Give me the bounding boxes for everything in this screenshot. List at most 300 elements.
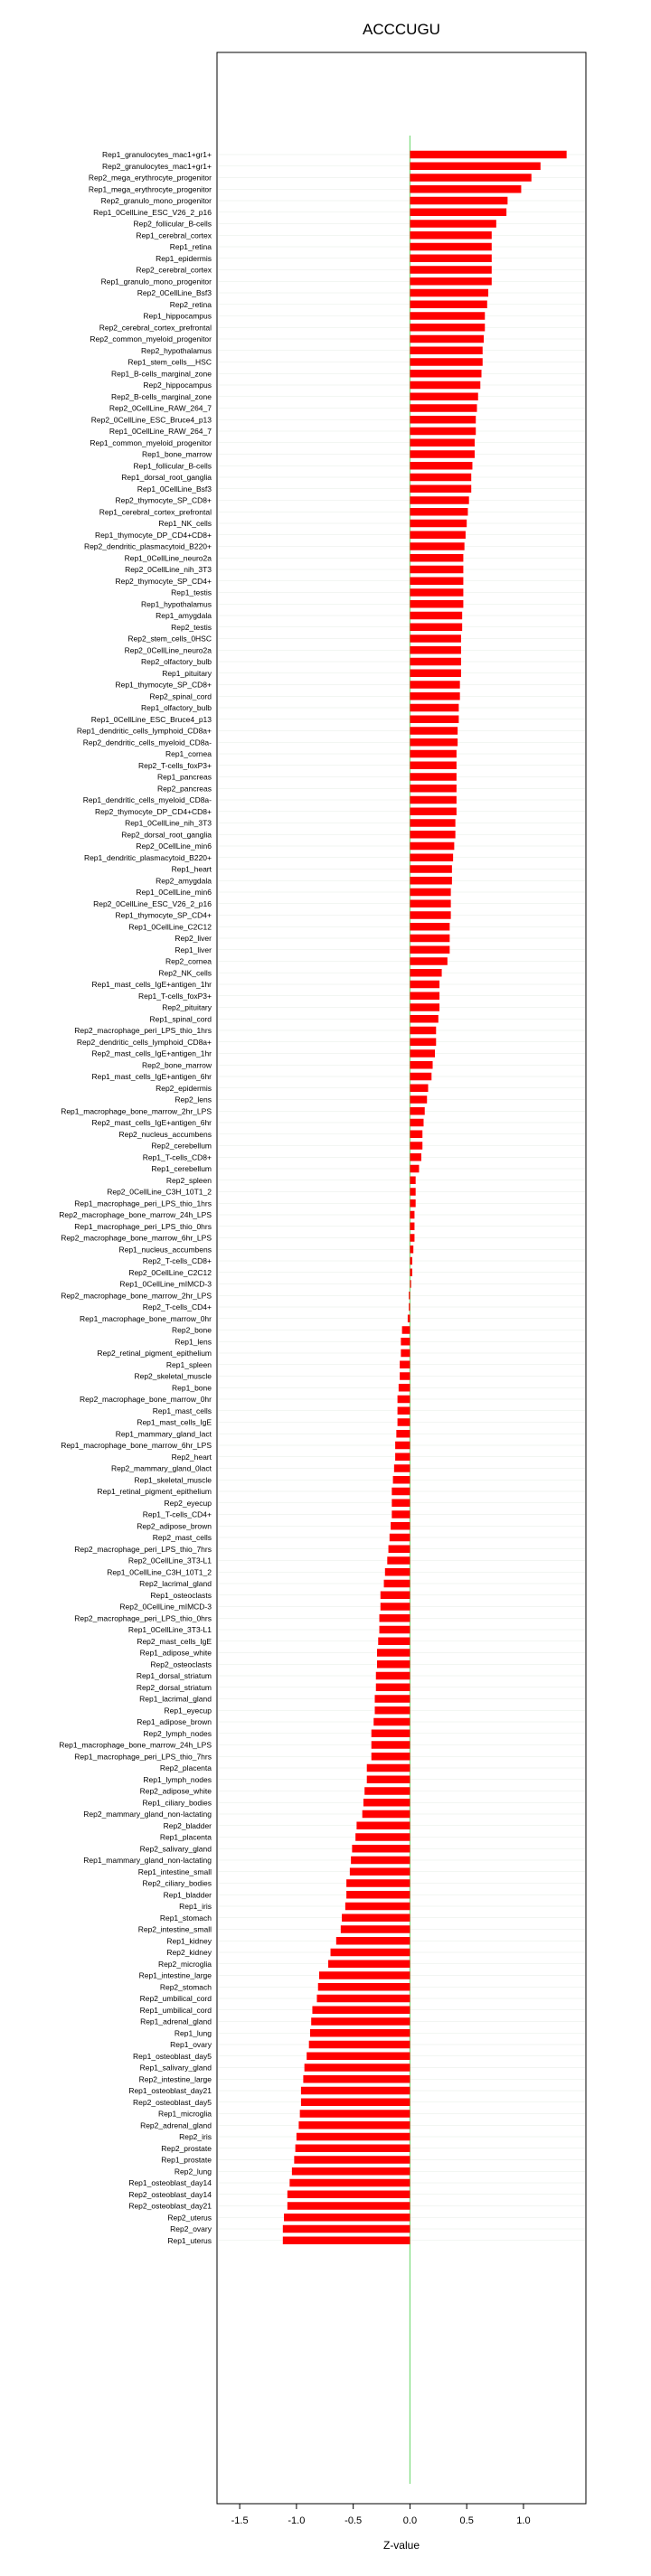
category-label: Rep1_macrophage_bone_marrow_6hr_LPS <box>61 1441 212 1450</box>
bar <box>410 370 481 378</box>
bar <box>410 1061 432 1069</box>
category-label: Rep1_macrophage_peri_LPS_thio_0hrs <box>74 1221 212 1231</box>
category-label: Rep1_dendritic_plasmacytoid_B220+ <box>83 852 212 862</box>
bar <box>319 1971 410 1979</box>
bar <box>410 1199 415 1208</box>
category-label: Rep1_kidney <box>166 1936 212 1946</box>
category-label: Rep2_intestine_large <box>138 2074 212 2084</box>
category-label: Rep1_cerebellum <box>151 1164 212 1173</box>
bar <box>301 2099 410 2107</box>
bar <box>410 865 451 873</box>
bar <box>283 2237 410 2245</box>
category-label: Rep2_skeletal_muscle <box>134 1371 212 1381</box>
bar <box>410 1015 438 1023</box>
category-label: Rep1_dendritic_cells_myeloid_CD8a- <box>82 795 212 804</box>
bar <box>410 1095 427 1104</box>
bar <box>410 185 521 193</box>
bar <box>410 842 454 851</box>
bar <box>292 2167 410 2176</box>
category-label: Rep2_granulocytes_mac1+gr1+ <box>102 161 212 171</box>
category-label: Rep2_pituitary <box>162 1002 212 1012</box>
bar <box>377 1649 410 1657</box>
bar <box>410 785 456 793</box>
bar <box>410 393 477 401</box>
category-label: Rep2_spinal_cord <box>149 691 212 701</box>
bar <box>410 347 482 355</box>
bar <box>376 1672 410 1680</box>
category-label: Rep2_macrophage_bone_marrow_6hr_LPS <box>61 1233 212 1243</box>
bar <box>410 819 455 827</box>
category-label: Rep1_0CellLine_C2C12 <box>128 922 212 932</box>
category-label: Rep2_bladder <box>163 1820 212 1830</box>
bar <box>410 324 485 332</box>
bar <box>410 255 491 263</box>
category-label: Rep2_amygdala <box>156 876 212 886</box>
bar <box>410 266 491 274</box>
bar <box>392 1488 410 1496</box>
category-label: Rep2_0CellLine_Bsf3 <box>137 288 212 297</box>
bar <box>410 566 463 574</box>
category-label: Rep2_bone_marrow <box>141 1060 212 1070</box>
category-label: Rep2_prostate <box>161 2143 212 2153</box>
bar <box>350 1868 410 1876</box>
bar <box>410 174 531 182</box>
category-label: Rep1_amygdala <box>156 611 212 620</box>
category-label: Rep2_hippocampus <box>143 381 212 390</box>
bar <box>410 1107 424 1115</box>
category-label: Rep2_cornea <box>165 956 212 966</box>
category-label: Rep2_0CellLine_ESC_V26_2_p16 <box>93 898 212 908</box>
bar <box>410 1003 439 1011</box>
category-label: Rep1_T-cells_foxP3+ <box>137 991 212 1001</box>
bar <box>410 911 450 919</box>
bar <box>409 1292 410 1300</box>
bars <box>283 151 567 2244</box>
bar <box>289 2179 410 2187</box>
bar <box>410 1142 422 1150</box>
bar <box>410 600 463 608</box>
category-label: Rep2_B-cells_marginal_zone <box>110 391 212 401</box>
chart-title: ACCCUGU <box>363 21 440 38</box>
category-label: Rep2_osteoblast_day21 <box>128 2201 212 2211</box>
bar <box>363 1810 410 1819</box>
bar <box>345 1903 410 1911</box>
category-label: Rep2_bone <box>172 1325 212 1335</box>
bar <box>410 243 491 251</box>
category-label: Rep2_0CellLine_3T3-L1 <box>127 1556 212 1565</box>
bar <box>389 1546 410 1554</box>
category-label: Rep2_lacrimal_gland <box>139 1579 212 1588</box>
bar <box>410 450 475 458</box>
bar <box>381 1603 410 1611</box>
bar <box>385 1568 410 1576</box>
bar <box>376 1684 410 1692</box>
category-label: Rep1_0CellLine_3T3-L1 <box>127 1625 212 1634</box>
category-label: Rep2_mega_erythrocyte_progenitor <box>88 173 212 183</box>
category-label: Rep1_osteoblast_day5 <box>133 2051 212 2061</box>
bar <box>372 1730 410 1738</box>
category-label: Rep1_adrenal_gland <box>140 2017 212 2026</box>
bar <box>408 1315 410 1323</box>
category-label: Rep2_macrophage_peri_LPS_thio_1hrs <box>74 1026 212 1035</box>
category-labels <box>59 150 212 2245</box>
category-label: Rep2_testis <box>171 622 212 632</box>
bar <box>298 2121 410 2129</box>
bar <box>402 1326 410 1334</box>
bar <box>409 1303 410 1312</box>
category-label: Rep2_salivary_gland <box>139 1844 212 1854</box>
category-label: Rep2_retina <box>169 299 212 309</box>
bar <box>399 1384 410 1392</box>
bar <box>297 2133 410 2141</box>
category-label: Rep1_nucleus_accumbens <box>118 1245 212 1255</box>
category-label: Rep1_prostate <box>161 2155 212 2165</box>
category-label: Rep1_0CellLine_ESC_Bruce4_p13 <box>90 714 212 724</box>
category-label: Rep2_dendritic_cells_lymphoid_CD8a+ <box>76 1037 212 1047</box>
category-label: Rep1_lacrimal_gland <box>139 1694 212 1704</box>
bar <box>410 554 463 562</box>
bar <box>288 2191 410 2199</box>
bar <box>331 1949 410 1957</box>
category-label: Rep2_0CellLine_min6 <box>136 841 212 851</box>
bar <box>377 1660 410 1669</box>
x-tick-label: 1.0 <box>516 2515 531 2526</box>
bar <box>410 635 460 643</box>
bar <box>410 808 456 816</box>
bar <box>392 1500 410 1508</box>
category-label: Rep2_uterus <box>167 2213 212 2223</box>
category-label: Rep2_thymocyte_SP_CD4+ <box>115 576 212 586</box>
category-label: Rep1_adipose_white <box>139 1648 212 1658</box>
category-label: Rep2_follicular_B-cells <box>133 219 212 229</box>
bar <box>310 2029 410 2037</box>
bar <box>318 1983 410 1991</box>
category-label: Rep1_common_myeloid_progenitor <box>90 437 212 447</box>
bar <box>410 1246 413 1254</box>
bar <box>410 1153 421 1161</box>
category-label: Rep2_iris <box>179 2132 212 2141</box>
bar <box>395 1453 410 1462</box>
category-label: Rep2_thymocyte_DP_CD4+CD8+ <box>95 806 212 816</box>
bar <box>410 704 458 712</box>
x-tick-label: -1.0 <box>288 2515 306 2526</box>
category-label: Rep1_salivary_gland <box>139 2063 212 2073</box>
category-label: Rep1_mammary_gland_non-lactating <box>83 1856 212 1865</box>
category-label: Rep1_skeletal_muscle <box>134 1475 212 1485</box>
category-label: Rep2_ovary <box>170 2224 212 2233</box>
bar <box>410 1269 412 1277</box>
bar <box>303 2075 410 2083</box>
bar <box>410 496 468 504</box>
category-label: Rep1_0CellLine_RAW_264_7 <box>108 427 212 436</box>
bar <box>380 1614 410 1622</box>
category-label: Rep2_stem_cells_0HSC <box>127 634 212 644</box>
category-label: Rep1_microglia <box>157 2109 212 2119</box>
category-label: Rep1_retina <box>169 242 212 251</box>
bar <box>410 289 488 297</box>
category-label: Rep2_macrophage_peri_LPS_thio_7hrs <box>74 1544 212 1554</box>
bar <box>410 1027 436 1035</box>
bar <box>410 738 458 747</box>
bar <box>394 1464 410 1472</box>
bar <box>410 612 462 620</box>
bar <box>410 1085 428 1093</box>
bar <box>356 1822 410 1830</box>
category-label: Rep1_granulo_mono_progenitor <box>100 277 212 287</box>
category-label: Rep1_lens <box>175 1337 212 1347</box>
bar <box>341 1925 410 1933</box>
bar <box>410 646 460 654</box>
bar <box>401 1338 410 1346</box>
bar <box>410 163 540 171</box>
bar <box>392 1510 410 1518</box>
category-label: Rep1_macrophage_bone_marrow_24h_LPS <box>59 1740 212 1750</box>
category-label: Rep1_mast_cells_IgE <box>137 1417 212 1427</box>
bar <box>395 1442 410 1450</box>
bar <box>410 877 451 885</box>
bar <box>401 1349 410 1358</box>
bar <box>283 2225 410 2233</box>
category-label: Rep1_liver <box>175 945 212 954</box>
category-label: Rep2_common_myeloid_progenitor <box>90 334 212 343</box>
bar <box>374 1695 410 1703</box>
category-label: Rep1_epidermis <box>156 253 212 263</box>
category-label: Rep2_hypothalamus <box>141 345 212 355</box>
category-label: Rep1_thymocyte_SP_CD8+ <box>115 680 212 690</box>
category-label: Rep2_ciliary_bodies <box>142 1878 212 1888</box>
category-label: Rep1_lymph_nodes <box>143 1774 212 1784</box>
bar <box>410 151 566 159</box>
category-label: Rep2_adrenal_gland <box>140 2120 212 2130</box>
category-label: Rep1_0CellLine_C3H_10T1_2 <box>107 1567 212 1577</box>
category-label: Rep1_0CellLine_ESC_V26_2_p16 <box>93 207 212 217</box>
bar <box>410 439 475 447</box>
category-label: Rep1_ciliary_bodies <box>142 1798 212 1808</box>
bar <box>367 1776 410 1784</box>
bar <box>391 1522 410 1530</box>
bar <box>351 1857 410 1865</box>
category-label: Rep1_dendritic_cells_lymphoid_CD8a+ <box>76 726 212 736</box>
category-label: Rep2_eyecup <box>164 1498 212 1508</box>
category-label: Rep1_mammary_gland_lact <box>115 1429 212 1439</box>
category-label: Rep1_mega_erythrocyte_progenitor <box>88 184 212 194</box>
bar <box>410 624 462 632</box>
category-label: Rep2_T-cells_foxP3+ <box>137 760 212 770</box>
bar <box>410 588 463 597</box>
category-label: Rep1_spleen <box>165 1359 212 1369</box>
category-label: Rep2_lung <box>174 2167 212 2176</box>
category-label: Rep2_cerebellum <box>151 1141 212 1151</box>
bar <box>316 1995 410 2003</box>
category-label: Rep1_0CellLine_nih_3T3 <box>125 818 212 828</box>
bar <box>410 220 495 228</box>
bar <box>410 428 476 436</box>
category-label: Rep2_0CellLine_neuro2a <box>124 645 212 655</box>
bar <box>396 1430 410 1438</box>
bar <box>410 981 439 989</box>
bar <box>384 1580 410 1588</box>
bar <box>410 520 467 528</box>
bar <box>410 670 460 678</box>
category-label: Rep1_0CellLine_mIMCD-3 <box>119 1279 212 1289</box>
bar <box>410 762 456 770</box>
bar <box>410 773 456 781</box>
x-tick-label: -1.5 <box>231 2515 249 2526</box>
bar <box>410 888 450 897</box>
bar <box>410 946 449 954</box>
bar <box>372 1753 410 1761</box>
category-label: Rep1_follicular_B-cells <box>133 461 212 471</box>
category-label: Rep1_cerebral_cortex_prefrontal <box>99 507 212 517</box>
bar <box>410 1049 435 1058</box>
category-label: Rep1_thymocyte_DP_CD4+CD8+ <box>95 530 212 540</box>
category-label: Rep1_thymocyte_SP_CD4+ <box>115 910 212 920</box>
bar <box>410 1073 431 1081</box>
bar <box>346 1879 410 1887</box>
category-label: Rep2_epidermis <box>156 1083 212 1093</box>
bar <box>410 750 456 758</box>
bar <box>410 462 472 470</box>
category-label: Rep2_dorsal_root_ganglia <box>121 830 212 840</box>
category-label: Rep2_macrophage_bone_marrow_24h_LPS <box>59 1210 212 1219</box>
bar <box>410 508 467 516</box>
category-label: Rep1_bone_marrow <box>141 449 212 459</box>
bar <box>410 542 464 550</box>
bar <box>336 1937 410 1945</box>
bar <box>410 485 471 494</box>
category-label: Rep1_heart <box>171 864 212 874</box>
bar <box>410 1257 412 1265</box>
bar <box>300 2110 410 2118</box>
category-label: Rep2_mast_cells <box>152 1533 212 1542</box>
category-label: Rep1_stomach <box>159 1913 212 1923</box>
bar <box>410 231 491 240</box>
category-label: Rep2_dorsal_striatum <box>136 1682 212 1692</box>
category-label: Rep2_macrophage_bone_marrow_0hr <box>79 1395 212 1404</box>
bar <box>398 1396 410 1404</box>
category-label: Rep1_retinal_pigment_epithelium <box>97 1487 212 1496</box>
category-label: Rep1_mast_cells_IgE+antigen_1hr <box>91 980 212 989</box>
category-label: Rep1_0CellLine_Bsf3 <box>137 484 212 494</box>
bar <box>410 531 466 540</box>
category-label: Rep2_thymocyte_SP_CD8+ <box>115 495 212 505</box>
bar <box>410 716 458 724</box>
bar <box>374 1706 410 1715</box>
category-label: Rep2_spleen <box>165 1175 212 1185</box>
bar <box>312 2007 410 2015</box>
category-label: Rep1_pituitary <box>162 668 212 678</box>
bar <box>410 1165 419 1173</box>
category-label: Rep1_macrophage_bone_marrow_0hr <box>79 1313 212 1323</box>
category-label: Rep1_eyecup <box>164 1706 212 1716</box>
category-label: Rep1_osteoblast_day14 <box>128 2178 212 2187</box>
bar <box>410 1177 415 1185</box>
x-tick-label: 0.0 <box>402 2515 418 2526</box>
category-label: Rep1_intestine_small <box>137 1866 212 1876</box>
bar <box>410 197 507 205</box>
bar <box>352 1845 410 1853</box>
bar <box>378 1638 410 1646</box>
category-label: Rep1_mast_cells <box>152 1406 212 1415</box>
category-label: Rep2_mast_cells_IgE <box>137 1636 212 1646</box>
bar <box>410 277 491 286</box>
bar <box>400 1361 410 1369</box>
bar <box>284 2214 410 2222</box>
bar <box>410 1119 423 1127</box>
bar <box>372 1741 410 1749</box>
category-label: Rep2_macrophage_peri_LPS_thio_0hrs <box>74 1613 212 1623</box>
x-axis-label: Z-value <box>382 2539 420 2552</box>
bar <box>305 2064 410 2072</box>
category-label: Rep2_cerebral_cortex_prefrontal <box>99 323 212 333</box>
bar <box>364 1787 410 1795</box>
category-label: Rep2_mammary_gland_0lact <box>110 1463 212 1473</box>
category-label: Rep1_hypothalamus <box>141 599 212 609</box>
category-label: Rep1_spinal_cord <box>149 1014 212 1024</box>
category-label: Rep1_dorsal_striatum <box>136 1671 212 1680</box>
category-label: Rep1_0CellLine_neuro2a <box>124 553 212 563</box>
category-label: Rep1_stem_cells__HSC <box>127 357 212 367</box>
category-label: Rep1_pancreas <box>156 772 212 782</box>
category-label: Rep1_macrophage_bone_marrow_2hr_LPS <box>61 1106 212 1116</box>
bar <box>390 1534 410 1542</box>
category-label: Rep1_testis <box>171 588 212 597</box>
category-label: Rep2_0CellLine_C3H_10T1_2 <box>107 1187 212 1197</box>
bar <box>410 854 453 862</box>
bar <box>410 404 476 412</box>
category-label: Rep2_mast_cells_IgE+antigen_1hr <box>91 1048 212 1058</box>
bar <box>410 969 441 977</box>
bar <box>410 796 456 804</box>
bar <box>410 416 476 424</box>
category-label: Rep2_olfactory_bulb <box>141 657 212 666</box>
category-label: Rep1_T-cells_CD4+ <box>142 1509 212 1519</box>
bar <box>367 1764 410 1772</box>
bar <box>288 2202 410 2210</box>
category-label: Rep1_hippocampus <box>143 311 212 321</box>
category-label: Rep2_mammary_gland_non-lactating <box>83 1810 212 1819</box>
category-label: Rep1_T-cells_CD8+ <box>142 1152 212 1162</box>
category-label: Rep1_cornea <box>165 749 212 758</box>
bar <box>307 2053 410 2061</box>
category-label: Rep2_adipose_brown <box>137 1521 212 1531</box>
bar <box>296 2145 410 2153</box>
bar <box>410 831 455 839</box>
category-label: Rep2_NK_cells <box>158 968 212 978</box>
bar <box>387 1556 410 1565</box>
category-label: Rep1_granulocytes_mac1+gr1+ <box>102 150 212 159</box>
category-label: Rep1_umbilical_cord <box>139 2005 212 2015</box>
category-label: Rep2_T-cells_CD8+ <box>142 1256 212 1265</box>
category-label: Rep2_dendritic_cells_myeloid_CD8a- <box>82 738 212 747</box>
category-label: Rep2_lymph_nodes <box>143 1728 212 1738</box>
bar <box>410 900 450 908</box>
bar <box>381 1592 410 1600</box>
category-label: Rep2_T-cells_CD4+ <box>142 1302 212 1312</box>
category-label: Rep2_0CellLine_C2C12 <box>128 1267 212 1277</box>
category-label: Rep1_bladder <box>163 1890 212 1900</box>
bar <box>410 312 485 320</box>
bar <box>294 2156 410 2164</box>
bar <box>410 1223 414 1231</box>
category-label: Rep1_osteoclasts <box>150 1590 212 1600</box>
bar <box>410 335 484 343</box>
category-label: Rep2_intestine_small <box>137 1924 212 1934</box>
category-label: Rep1_osteoblast_day21 <box>128 2086 212 2095</box>
bar <box>400 1372 410 1380</box>
category-label: Rep2_osteoblast_day5 <box>133 2097 212 2107</box>
bar <box>328 1960 410 1969</box>
